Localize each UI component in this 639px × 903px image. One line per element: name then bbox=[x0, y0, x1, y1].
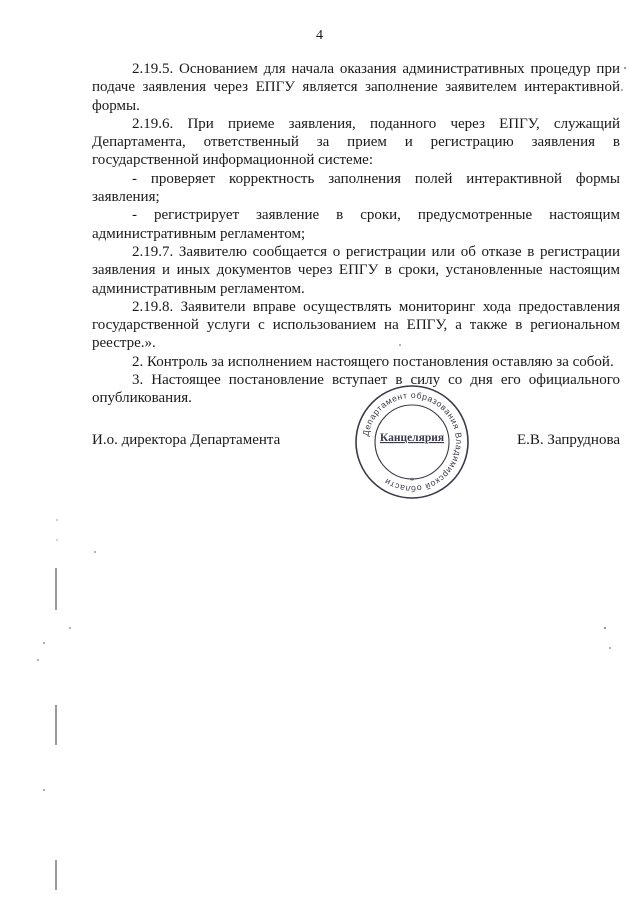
signer-name: Е.В. Запруднова bbox=[517, 432, 620, 448]
page-number: 4 bbox=[316, 28, 323, 43]
signer-title: И.о. директора Департамента bbox=[92, 432, 281, 448]
paragraph-2-19-6: 2.19.6. При приеме заявления, поданного через ЕПГУ, служащий Департамента, ответственный за прием и регистрацию заявления в государственной информационной системе: bbox=[92, 115, 620, 169]
paragraph-control: 2. Контроль за исполнением настоящего постановления оставляю за собой. bbox=[132, 353, 614, 370]
svg-text:Канцелярия: Канцелярия bbox=[379, 432, 445, 444]
stamp-seal-icon bbox=[352, 382, 472, 502]
paragraph-2-19-7: 2.19.7. Заявителю сообщается о регистрации или об отказе в регистрации заявления и иных документов через ЕПГУ в сроки, установленные настоящим административным регламентом. bbox=[92, 243, 620, 297]
svg-text:Департамент образования Владим: Департамент образования Владимирской области bbox=[360, 389, 465, 495]
paragraph-effective: 3. Настоящее постановление вступает в силу со дня его официального опубликования. bbox=[92, 372, 620, 407]
list-item-register: - регистрирует заявление в сроки, предусмотренные настоящим административным регламентом; bbox=[92, 207, 620, 242]
paragraph-2-19-8: 2.19.8. Заявители вправе осуществлять мониторинг хода предоставления государственной услуги с использованием на ЕПГУ, а также в региональном реестре.». bbox=[92, 298, 620, 352]
document-body bbox=[92, 60, 620, 408]
list-item-check-form: - проверяет корректность заполнения полей интерактивной формы заявления; bbox=[92, 170, 620, 206]
official-stamp bbox=[352, 382, 472, 502]
paragraph-2-19-5: 2.19.5. Основанием для начала оказания административных процедур при подаче заявления через ЕПГУ является заполнение заявителем интерактивной формы. bbox=[92, 61, 620, 114]
svg-text:*: * bbox=[409, 476, 415, 486]
